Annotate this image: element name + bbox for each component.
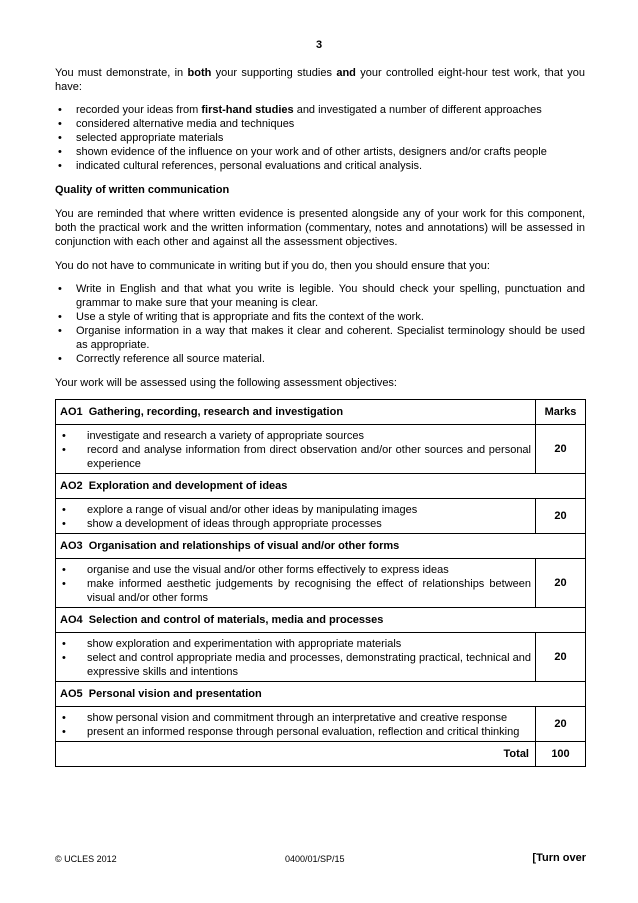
qwc-paragraph-2: You do not have to communicate in writing but if you do, then you should ensure that you: — [55, 260, 490, 272]
ao-code: AO3 — [60, 540, 83, 552]
list-item: • considered alternative media and techniques — [55, 117, 585, 131]
ao-title: Exploration and development of ideas — [88, 480, 288, 492]
list-item: • indicated cultural references, personal evaluations and critical analysis. — [55, 159, 585, 173]
ao2-header — [56, 474, 586, 499]
ao1-header — [56, 400, 536, 425]
ao-code: AO1 — [60, 406, 83, 418]
table-row — [56, 425, 586, 474]
table-row — [56, 682, 586, 707]
table-row — [56, 559, 586, 608]
list-item: • investigate and research a variety of appropriate sources — [60, 429, 531, 443]
intro-bold-both: both — [187, 67, 212, 79]
total-value: 100 — [536, 742, 586, 767]
ao-code: AO5 — [60, 688, 83, 700]
list-item: • show a development of ideas through appropriate processes — [60, 517, 531, 531]
ao-title: Personal vision and presentation — [88, 688, 262, 700]
ao1-criteria — [56, 425, 536, 474]
intro-text-3: your controlled eight-hour test work, that you have: — [55, 67, 585, 93]
ao-title: Organisation and relationships of visual and/or other forms — [88, 540, 400, 552]
table-row — [56, 400, 586, 425]
list-item-text: recorded your ideas from — [76, 104, 202, 116]
list-item: • shown evidence of the influence on your work and of other artists, designers and/or crafts people — [55, 145, 585, 159]
paper-code: 0400/01/SP/15 — [285, 854, 345, 864]
list-item: • explore a range of visual and/or other ideas by manipulating images — [60, 503, 531, 517]
page-footer — [55, 852, 586, 868]
ao2-criteria — [56, 499, 536, 534]
intro-paragraph — [55, 66, 585, 94]
list-item: • show exploration and experimentation with appropriate materials — [60, 637, 531, 651]
page-number: 3 — [315, 39, 323, 51]
list-item: • Write in English and that what you write is legible. You should check your spelling, punctuation and grammar to make sure that your meaning is clear. — [55, 282, 585, 310]
table-row — [56, 534, 586, 559]
list-item: • organise and use the visual and/or other forms effectively to express ideas — [60, 563, 531, 577]
ao5-marks: 20 — [536, 707, 586, 742]
ao3-marks: 20 — [536, 559, 586, 608]
total-label: Total — [56, 742, 536, 767]
table-row — [56, 608, 586, 633]
table-row — [56, 499, 586, 534]
list-item — [55, 103, 585, 117]
ao4-header — [56, 608, 586, 633]
turn-over: [Turn over — [532, 852, 586, 864]
page-content — [55, 66, 585, 767]
list-item-bold: first-hand studies — [201, 104, 294, 116]
qwc-heading: Quality of written communication — [55, 184, 230, 196]
list-item: • make informed aesthetic judgements by recognising the effect of relationships between visual and/or other forms — [60, 577, 531, 605]
table-row — [56, 633, 586, 682]
list-item: • Correctly reference all source material. — [55, 352, 585, 366]
ao3-header — [56, 534, 586, 559]
evidence-list — [55, 103, 585, 173]
ao-code: AO4 — [60, 614, 83, 626]
intro-bold-and: and — [336, 67, 356, 79]
list-item: • select and control appropriate media and processes, demonstrating practical, technical and expressive skills and intentions — [60, 651, 531, 679]
list-item: • selected appropriate materials — [55, 131, 585, 145]
table-row — [56, 742, 586, 767]
marks-header: Marks — [536, 400, 586, 425]
qwc-paragraph-1: You are reminded that where written evidence is presented alongside any of your work for this component, both the practical work and the written information (commentary, notes and annotations) will be assessed in conjunction with each other and against all the assessment objectives. — [55, 208, 585, 248]
list-item: • show personal vision and commitment through an interpretative and creative response — [60, 711, 531, 725]
ao5-header — [56, 682, 586, 707]
ao-title: Selection and control of materials, media and processes — [88, 614, 384, 626]
ao4-marks: 20 — [536, 633, 586, 682]
ao1-marks: 20 — [536, 425, 586, 474]
ao4-criteria — [56, 633, 536, 682]
list-item-text: and investigated a number of different approaches — [293, 104, 542, 116]
ao-code: AO2 — [60, 480, 83, 492]
qwc-list — [55, 282, 585, 366]
intro-text-1: You must demonstrate, in — [55, 67, 188, 79]
list-item: • Organise information in a way that makes it clear and coherent. Specialist terminology should be used as appropriate. — [55, 324, 585, 352]
intro-text-2: your supporting studies — [211, 67, 337, 79]
ao5-criteria — [56, 707, 536, 742]
copyright: © UCLES 2012 — [55, 854, 117, 864]
list-item: • record and analyse information from direct observation and/or other sources and personal experience — [60, 443, 531, 471]
list-item: • Use a style of writing that is appropriate and fits the context of the work. — [55, 310, 585, 324]
list-item: • present an informed response through personal evaluation, reflection and critical thinking — [60, 725, 531, 739]
assessment-objectives-table — [55, 399, 586, 767]
assessment-intro: Your work will be assessed using the following assessment objectives: — [55, 377, 397, 389]
ao2-marks: 20 — [536, 499, 586, 534]
table-row — [56, 474, 586, 499]
table-row — [56, 707, 586, 742]
ao3-criteria — [56, 559, 536, 608]
ao-title: Gathering, recording, research and investigation — [88, 406, 344, 418]
